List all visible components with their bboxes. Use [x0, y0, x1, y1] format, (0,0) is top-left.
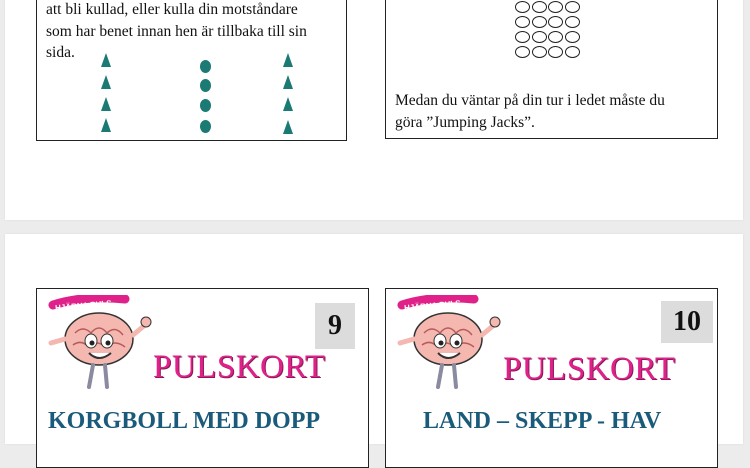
card-instructions: [395, 90, 713, 133]
exercise-card-left: [36, 0, 347, 141]
hoop-ring: [565, 16, 580, 28]
card-title: KORGBOLL MED DOPP: [48, 408, 321, 434]
brain-mascot-icon: [394, 295, 506, 395]
hoop-ring: [548, 16, 563, 28]
hoop-ring: [515, 16, 530, 28]
hoop-ring: [565, 46, 580, 58]
hoop-ring: [532, 46, 547, 58]
brain-mascot-icon: [45, 295, 157, 395]
card-heading: PULSKORT: [153, 349, 326, 385]
hoop-ring: [548, 31, 563, 43]
pulse-card-9: [36, 288, 369, 468]
pulse-card-10: [385, 288, 718, 468]
card-heading: PULSKORT: [503, 351, 676, 387]
hoop-ring: [548, 1, 563, 13]
card-title: LAND – SKEPP - HAV: [423, 408, 662, 434]
instruction-line: Medan du väntar på din tur i ledet måste du: [395, 92, 665, 109]
hoop-ring: [515, 1, 530, 13]
card-instructions: [46, 0, 341, 64]
cone-marker: [101, 118, 111, 132]
cone-marker: [283, 120, 293, 134]
hoop-ring: [515, 46, 530, 58]
hoop-ring: [548, 46, 563, 58]
instruction-line: att bli kullad, eller kulla din motståndare: [46, 1, 298, 18]
hoop-grid: [515, 1, 585, 63]
cone-marker: [101, 97, 111, 111]
instruction-line: som har benet innan hen är tillbaka till sin: [46, 22, 307, 40]
hoop-ring: [532, 16, 547, 28]
cone-marker: [283, 97, 293, 111]
ball-marker: [200, 60, 211, 73]
hoop-ring: [515, 31, 530, 43]
card-number-badge: 9: [315, 303, 355, 349]
hoop-ring: [532, 1, 547, 13]
card-number-badge: 10: [661, 301, 713, 343]
instruction-line: sida.: [46, 44, 75, 61]
ball-marker: [200, 120, 211, 133]
cone-marker: [101, 53, 111, 67]
cone-marker: [283, 75, 293, 89]
logo-text: HJÄRNA PULS: [403, 298, 461, 313]
ball-marker: [200, 99, 211, 112]
hoop-ring: [532, 31, 547, 43]
document-page-bottom: [5, 234, 743, 444]
document-page-top: [5, 0, 743, 220]
cone-marker: [101, 75, 111, 89]
hoop-ring: [565, 31, 580, 43]
hoop-ring: [565, 1, 580, 13]
exercise-card-right: [385, 0, 718, 139]
logo-text: HJÄRNA PULS: [54, 298, 112, 313]
ball-marker: [200, 79, 211, 92]
cone-marker: [283, 53, 293, 67]
instruction-line: göra ”Jumping Jacks”.: [395, 113, 535, 131]
